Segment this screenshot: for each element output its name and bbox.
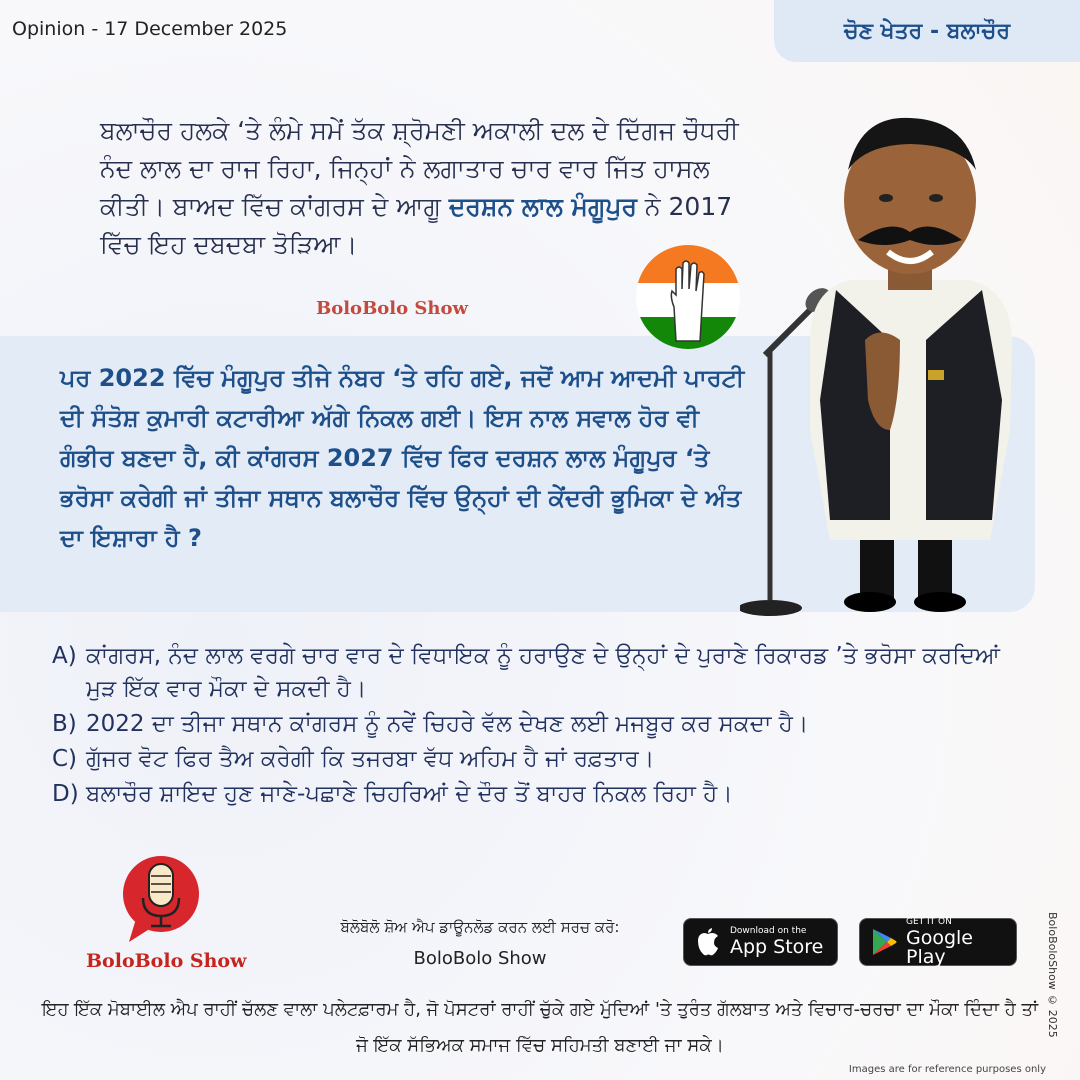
intro-text-part1: ਬਲਾਚੌਰ ਹਲਕੇ ‘ਤੇ ਲੰਮੇ ਸਮੇਂ ਤੱਕ ਸ਼੍ਰੋਮਣੀ ਅਕਾਲੀ ਦਲ ਦੇ ਦਿੱਗਜ ਚੌਧਰੀ ਨੰਦ ਲਾਲ ਦਾ ਰਾਜ ਰਿਹਾ, ਜਿਨ੍ਹਾਂ ਨੇ ਲਗਾਤਾਰ ਚਾਰ ਵਾਰ ਜਿੱਤ ਹਾਸਲ ਕੀਤੀ। ਬਾਅਦ ਵਿੱਚ ਕਾਂਗਰਸ ਦੇ ਆਗੂ [100, 116, 739, 221]
option-text: 2022 ਦਾ ਤੀਜਾ ਸਥਾਨ ਕਾਂਗਰਸ ਨੂੰ ਨਵੇਂ ਚਿਹਰੇ ਵੱਲ ਦੇਖਣ ਲਈ ਮਜਬੂਰ ਕਰ ਸਕਦਾ ਹੈ। [86, 711, 809, 737]
option-b [52, 708, 1027, 741]
question-text: ਪਰ 2022 ਵਿੱਚ ਮੰਗੂਪੁਰ ਤੀਜੇ ਨੰਬਰ ‘ਤੇ ਰਹਿ ਗਏ, ਜਦੋਂ ਆਮ ਆਦਮੀ ਪਾਰਟੀ ਦੀ ਸੰਤੋਸ਼ ਕੁਮਾਰੀ ਕਟਾਰੀਆ ਅੱਗੇ ਨਿਕਲ ਗਈ। ਇਸ ਨਾਲ ਸਵਾਲ ਹੋਰ ਵੀ ਗੰਭੀਰ ਬਣਦਾ ਹੈ, ਕੀ ਕਾਂਗਰਸ 2027 ਵਿੱਚ ਫਿਰ ਦਰਸ਼ਨ ਲਾਲ ਮੰਗੂਪੁਰ ‘ਤੇ ਭਰੋਸਾ ਕਰੇਗੀ ਜਾਂ ਤੀਜਾ ਸਥਾਨ ਬਲਾਚੌਰ ਵਿੱਚ ਉਨ੍ਹਾਂ ਦੀ ਕੇਂਦਰੀ ਭੂਮਿਕਾ ਦੇ ਅੰਤ ਦਾ ਇਸ਼ਾਰਾ ਹੈ ? [60, 364, 745, 552]
platform-description: ਇਹ ਇੱਕ ਮੋਬਾਈਲ ਐਪ ਰਾਹੀਂ ਚੱਲਣ ਵਾਲਾ ਪਲੇਟਫ਼ਾਰਮ ਹੈ, ਜੋ ਪੋਸਟਰਾਂ ਰਾਹੀਂ ਚੁੱਕੇ ਗਏ ਮੁੱਦਿਆਂ 'ਤੇ ਤੁਰੰਤ ਗੱਲਬਾਤ ਅਤੇ ਵਿਚਾਰ-ਚਰਚਾ ਦਾ ਮੌਕਾ ਦਿੰਦਾ ਹੈ ਤਾਂ ਜੋ ਇੱਕ ਸੱਭਿਅਕ ਸਮਾਜ ਵਿੱਚ ਸਹਿਮਤੀ ਬਣਾਈ ਜਾ ਸਕੇ। [41, 999, 1039, 1056]
option-key: B) [52, 711, 77, 737]
google-play-small-label: GET IT ON [906, 916, 952, 927]
google-play-icon [870, 927, 898, 957]
intro-text-part2: ਨੇ 2017 ਵਿੱਚ ਇਹ ਦਬਦਬਾ ਤੋੜਿਆ। [100, 192, 733, 259]
watermark: BoloBolo Show [316, 298, 468, 319]
apple-icon [694, 927, 722, 957]
option-key: C) [52, 746, 78, 772]
congress-hand-logo [636, 245, 740, 349]
google-play-button[interactable] [859, 918, 1017, 966]
google-play-label: Google Play [906, 926, 974, 968]
constituency-tab: ਚੋਣ ਖੇਤਰ - ਬਲਾਚੌਰ [774, 0, 1080, 62]
option-text: ਬਲਾਚੌਰ ਸ਼ਾਇਦ ਹੁਣ ਜਾਣੇ-ਪਛਾਣੇ ਚਿਹਰਿਆਂ ਦੇ ਦੌਰ ਤੋਂ ਬਾਹਰ ਨਿਕਲ ਰਿਹਾ ਹੈ। [86, 781, 733, 807]
option-key: A) [52, 643, 77, 669]
option-text: ਗੁੱਜਰ ਵੋਟ ਫਿਰ ਤੈਅ ਕਰੇਗੀ ਕਿ ਤਜਰਬਾ ਵੱਧ ਅਹਿਮ ਹੈ ਜਾਂ ਰਫ਼ਤਾਰ। [86, 746, 655, 772]
option-text: ਕਾਂਗਰਸ, ਨੰਦ ਲਾਲ ਵਰਗੇ ਚਾਰ ਵਾਰ ਦੇ ਵਿਧਾਇਕ ਨੂੰ ਹਰਾਉਣ ਦੇ ਉਨ੍ਹਾਂ ਦੇ ਪੁਰਾਣੇ ਰਿਕਾਰਡ ’ਤੇ ਭਰੋਸਾ ਕਰਦਿਆਂ ਮੁੜ ਇੱਕ ਵਾਰ ਮੌਕਾ ਦੇ ਸਕਦੀ ਹੈ। [86, 643, 1001, 702]
post-date: Opinion - 17 December 2025 [12, 18, 288, 40]
option-key: D) [52, 781, 79, 807]
app-store-label: App Store [730, 936, 824, 958]
option-d [52, 778, 1027, 811]
option-c [52, 743, 1027, 776]
intro-paragraph [100, 112, 770, 264]
search-term: BoloBolo Show [413, 948, 547, 969]
copyright-vertical: BoloBoloShow © 2025 [1046, 912, 1059, 1038]
footer-brand-name: BoloBolo Show [86, 950, 247, 972]
microphone-logo-icon [115, 852, 207, 944]
image-disclaimer: Images are for reference purposes only [848, 1064, 1046, 1075]
candidate-name-highlight: ਦਰਸ਼ਨ ਲਾਲ ਮੰਗੂਪੁਰ [448, 192, 637, 221]
politician-illustration [740, 100, 1040, 628]
option-a [52, 640, 1027, 706]
search-prompt: ਬੋਲੋਬੋਲੋ ਸ਼ੋਅ ਐਪ ਡਾਊਨਲੋਡ ਕਰਨ ਲਈ ਸਰਚ ਕਰੋ: [340, 918, 620, 936]
app-store-small-label: Download on the [730, 926, 807, 936]
answer-options [52, 640, 1027, 813]
app-store-button[interactable] [683, 918, 838, 966]
